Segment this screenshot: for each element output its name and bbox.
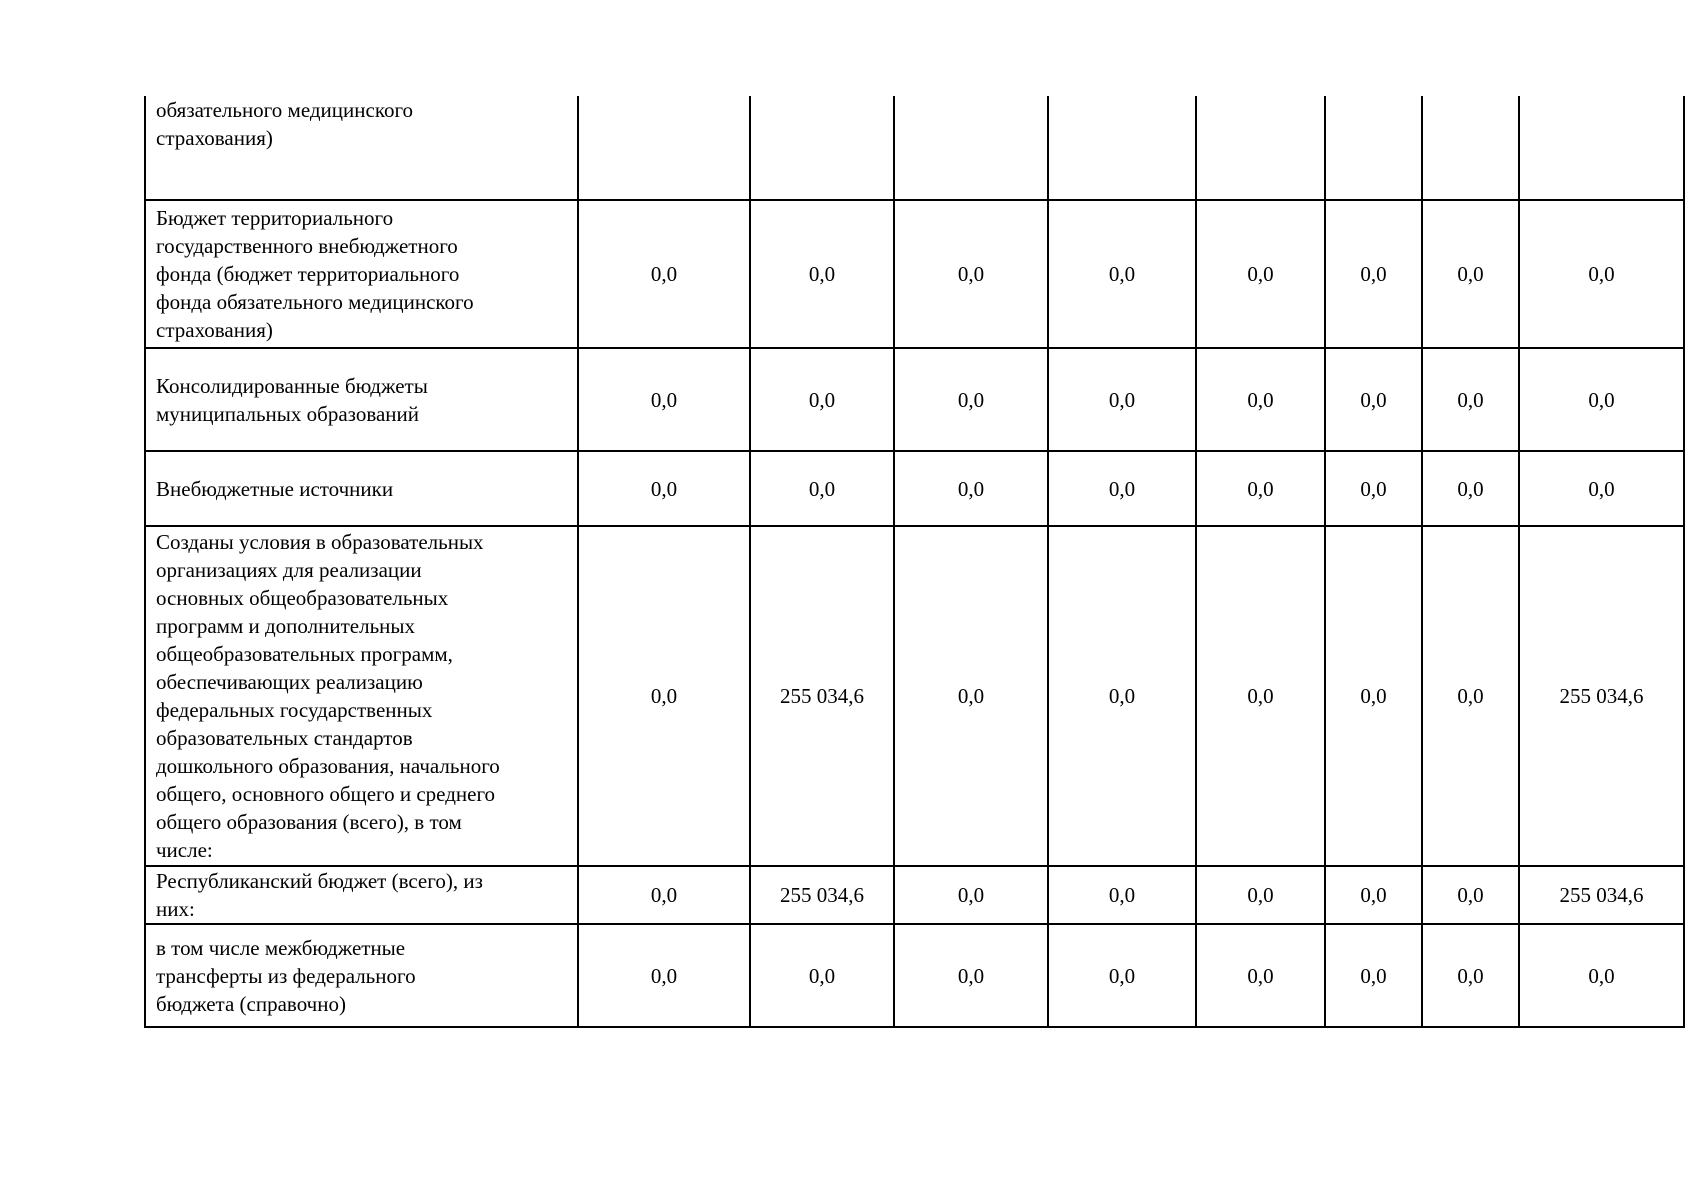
value-cell: 0,0 xyxy=(1048,200,1196,348)
value-cell xyxy=(894,96,1048,200)
value-cell: 0,0 xyxy=(1196,200,1325,348)
row-label-line: программ и дополнительных xyxy=(156,614,415,638)
value-cell: 0,0 xyxy=(1196,866,1325,924)
row-label-line: образовательных стандартов xyxy=(156,726,413,750)
value-cell: 0,0 xyxy=(1519,348,1684,451)
value-cell: 0,0 xyxy=(894,451,1048,526)
row-label-cell xyxy=(145,96,578,200)
value-cell xyxy=(1422,96,1519,200)
value-cell: 0,0 xyxy=(1325,526,1422,866)
row-label-cell xyxy=(145,348,578,451)
budget-table xyxy=(144,96,1685,1028)
value-cell: 0,0 xyxy=(1196,924,1325,1027)
value-cell: 0,0 xyxy=(1422,924,1519,1027)
row-federal-transfers xyxy=(145,924,1684,1027)
value-cell: 0,0 xyxy=(578,451,750,526)
value-cell xyxy=(1519,96,1684,200)
row-label-cell xyxy=(145,526,578,866)
value-cell: 255 034,6 xyxy=(1519,866,1684,924)
row-label-cell xyxy=(145,451,578,526)
value-cell: 0,0 xyxy=(750,451,894,526)
value-cell: 0,0 xyxy=(1422,866,1519,924)
row-label-line: дошкольного образования, начального xyxy=(156,754,500,778)
row-territorial-fund-budget xyxy=(145,200,1684,348)
value-cell: 0,0 xyxy=(1422,451,1519,526)
row-label-line: федеральных государственных xyxy=(156,698,433,722)
row-label-line: страхования) xyxy=(156,318,273,342)
value-cell: 0,0 xyxy=(894,348,1048,451)
row-label-line: обязательного медицинского xyxy=(156,98,414,122)
row-label-line: организациях для реализации xyxy=(156,558,422,582)
row-label-line: основных общеобразовательных xyxy=(156,586,449,610)
value-cell: 255 034,6 xyxy=(1519,526,1684,866)
row-republican-budget xyxy=(145,866,1684,924)
value-cell: 0,0 xyxy=(578,526,750,866)
value-cell: 0,0 xyxy=(1048,526,1196,866)
value-cell: 0,0 xyxy=(578,200,750,348)
row-label-line: общеобразовательных программ, xyxy=(156,642,453,666)
value-cell: 0,0 xyxy=(1325,348,1422,451)
value-cell: 255 034,6 xyxy=(750,526,894,866)
value-cell: 255 034,6 xyxy=(750,866,894,924)
row-label-line: Консолидированные бюджеты xyxy=(156,373,428,398)
row-label-line: трансферты из федерального xyxy=(156,963,416,988)
value-cell: 0,0 xyxy=(1048,866,1196,924)
value-cell: 0,0 xyxy=(578,924,750,1027)
row-label-line: общего образования (всего), в том xyxy=(156,810,462,834)
value-cell: 0,0 xyxy=(1519,451,1684,526)
value-cell: 0,0 xyxy=(1048,451,1196,526)
row-label-cell xyxy=(145,866,578,924)
value-cell xyxy=(1325,96,1422,200)
value-cell: 0,0 xyxy=(1325,200,1422,348)
value-cell: 0,0 xyxy=(1196,451,1325,526)
value-cell: 0,0 xyxy=(1196,526,1325,866)
table-body xyxy=(145,96,1684,1027)
value-cell xyxy=(1196,96,1325,200)
value-cell: 0,0 xyxy=(1325,451,1422,526)
value-cell: 0,0 xyxy=(894,924,1048,1027)
value-cell: 0,0 xyxy=(750,200,894,348)
value-cell: 0,0 xyxy=(1422,200,1519,348)
value-cell xyxy=(578,96,750,200)
row-extrabudgetary-sources xyxy=(145,451,1684,526)
value-cell: 0,0 xyxy=(1519,200,1684,348)
value-cell: 0,0 xyxy=(578,866,750,924)
row-label-line: числе: xyxy=(156,838,213,862)
row-education-conditions-total xyxy=(145,526,1684,866)
row-label-line: Республиканский бюджет (всего), из xyxy=(156,869,483,893)
value-cell: 0,0 xyxy=(750,924,894,1027)
value-cell: 0,0 xyxy=(1048,348,1196,451)
row-label-line: страхования) xyxy=(156,126,273,150)
row-label-line: Созданы условия в образовательных xyxy=(156,530,484,554)
value-cell: 0,0 xyxy=(894,200,1048,348)
row-oms-continued xyxy=(145,96,1684,200)
row-label-line: в том числе межбюджетные xyxy=(156,935,406,960)
row-label-cell xyxy=(145,200,578,348)
row-label-line: фонда (бюджет территориального xyxy=(156,262,460,286)
row-label-line: бюджета (справочно) xyxy=(156,991,346,1016)
value-cell: 0,0 xyxy=(1519,924,1684,1027)
value-cell: 0,0 xyxy=(1325,866,1422,924)
value-cell: 0,0 xyxy=(578,348,750,451)
value-cell xyxy=(750,96,894,200)
value-cell: 0,0 xyxy=(1422,348,1519,451)
row-label-line: обеспечивающих реализацию xyxy=(156,670,423,694)
value-cell xyxy=(1048,96,1196,200)
row-label-line: общего, основного общего и среднего xyxy=(156,782,496,806)
row-label-line: них: xyxy=(156,897,195,921)
value-cell: 0,0 xyxy=(894,866,1048,924)
row-label-line: государственного внебюджетного xyxy=(156,234,458,258)
row-label-line: муниципальных образований xyxy=(156,401,419,426)
value-cell: 0,0 xyxy=(1325,924,1422,1027)
value-cell: 0,0 xyxy=(1048,924,1196,1027)
value-cell: 0,0 xyxy=(1196,348,1325,451)
value-cell: 0,0 xyxy=(750,348,894,451)
row-municipal-budgets xyxy=(145,348,1684,451)
value-cell: 0,0 xyxy=(894,526,1048,866)
value-cell: 0,0 xyxy=(1422,526,1519,866)
row-label-line: фонда обязательного медицинского xyxy=(156,290,474,314)
row-label-line: Внебюджетные источники xyxy=(156,476,394,501)
row-label-cell xyxy=(145,924,578,1027)
row-label-line: Бюджет территориального xyxy=(156,206,394,230)
